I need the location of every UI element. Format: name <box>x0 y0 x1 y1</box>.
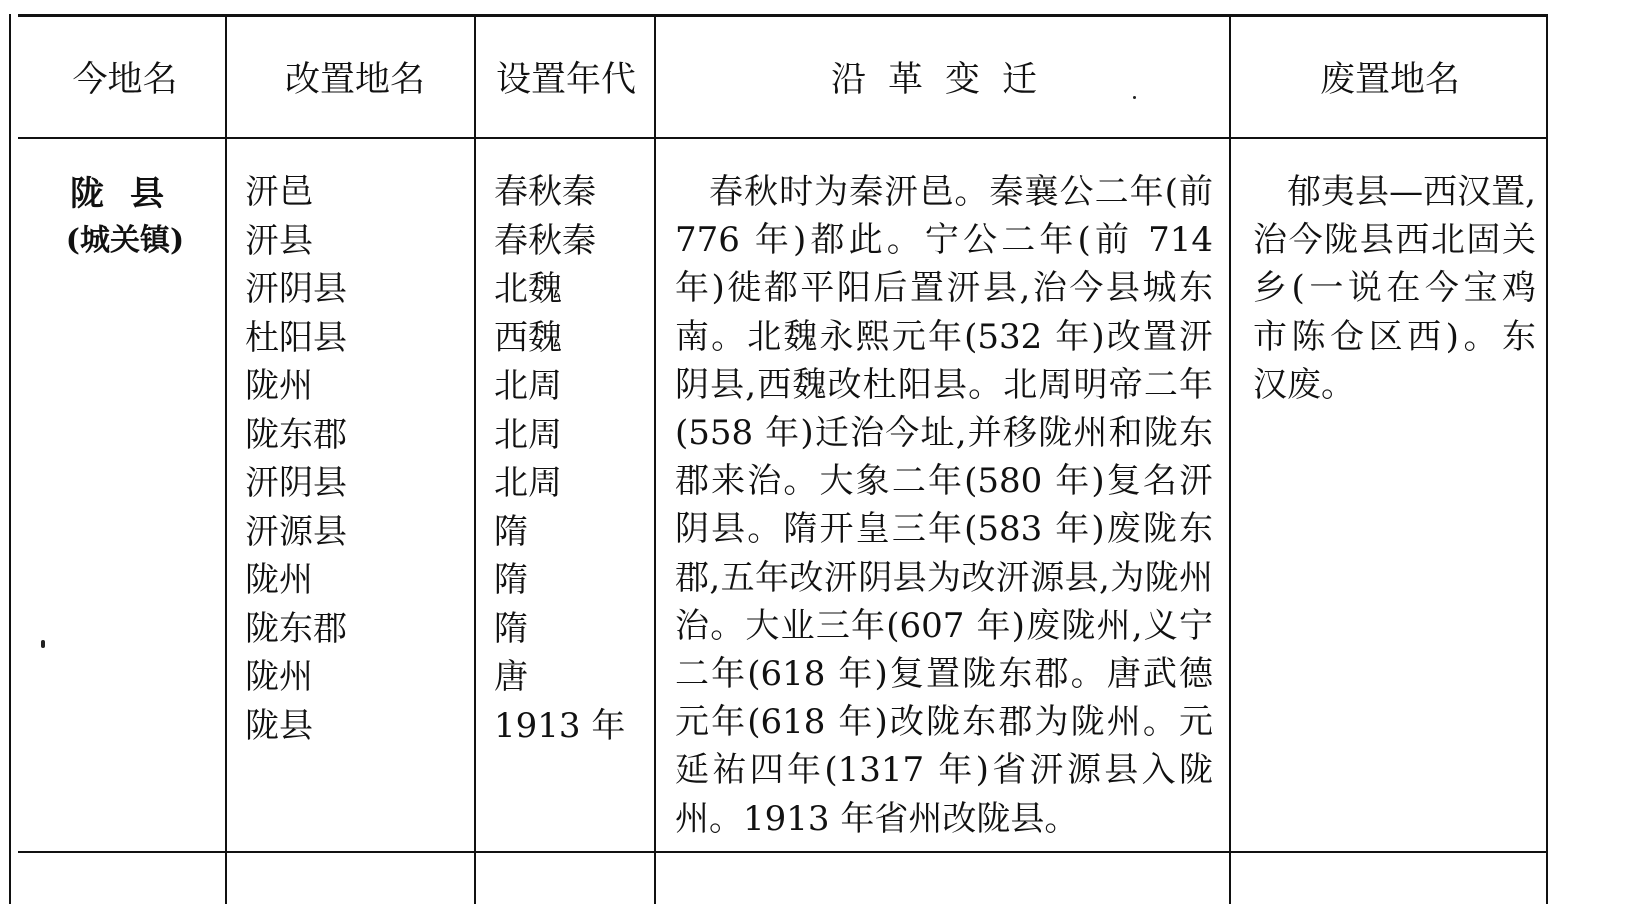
column-divider-3 <box>654 14 656 904</box>
column-divider-1 <box>225 14 227 904</box>
scan-speck <box>41 640 45 648</box>
current-place-name: 陇县 <box>70 174 190 214</box>
header-renamed-name: 改置地名 <box>284 60 425 100</box>
header-abolished-name: 废置地名 <box>1319 60 1460 100</box>
abolished-name-text: 郁夷县—西汉置,治今陇县西北固关乡(一说在今宝鸡市陈仓区西)。东汉废。 <box>1253 172 1536 405</box>
header-history: 沿革变迁 <box>830 60 1059 100</box>
renamed-names-list: 汧邑 汧县 汧阴县 杜阳县 陇州 陇东郡 汧阴县 汧源县 陇州 陇东郡 陇州 陇县 <box>245 172 347 746</box>
table-bottom-line <box>18 851 1548 853</box>
current-place-note: (城关镇) <box>65 223 185 258</box>
header-divider <box>18 137 1548 139</box>
history-text: 春秋时为秦汧邑。秦襄公二年(前 776 年)都此。宁公二年(前 714 年)徙都平阳后置汧县,治今县城东南。北魏永熙元年(532 年)改置汧阴县,西魏改杜阳县。北周明帝二年(558 年)迁治今址,并移陇州和陇东郡来治。大象二年(580 年)复名汧阴县。隋开皇三年(583 年)废陇东郡,五年改汧阴县为改汧源县,为陇州治。大业三年(607 年)废陇州,义宁二年(618 年)复置陇东郡。唐武德元年(618 年)改陇东郡为陇州。元延祐四年(1317 年)省汧源县入陇州。1913 年省州改陇县。 <box>675 172 1213 839</box>
table-top-border <box>18 14 1548 17</box>
column-border-right <box>1546 14 1548 904</box>
column-divider-4 <box>1229 14 1231 904</box>
established-eras-list: 春秋秦 春秋秦 北魏 西魏 北周 北周 北周 隋 隋 隋 唐 1913 年 <box>494 172 626 746</box>
column-divider-2 <box>474 14 476 904</box>
column-border-left <box>9 14 11 904</box>
header-current-name: 今地名 <box>72 60 178 100</box>
scan-speck <box>1133 96 1136 99</box>
header-established-era: 设置年代 <box>495 60 636 100</box>
